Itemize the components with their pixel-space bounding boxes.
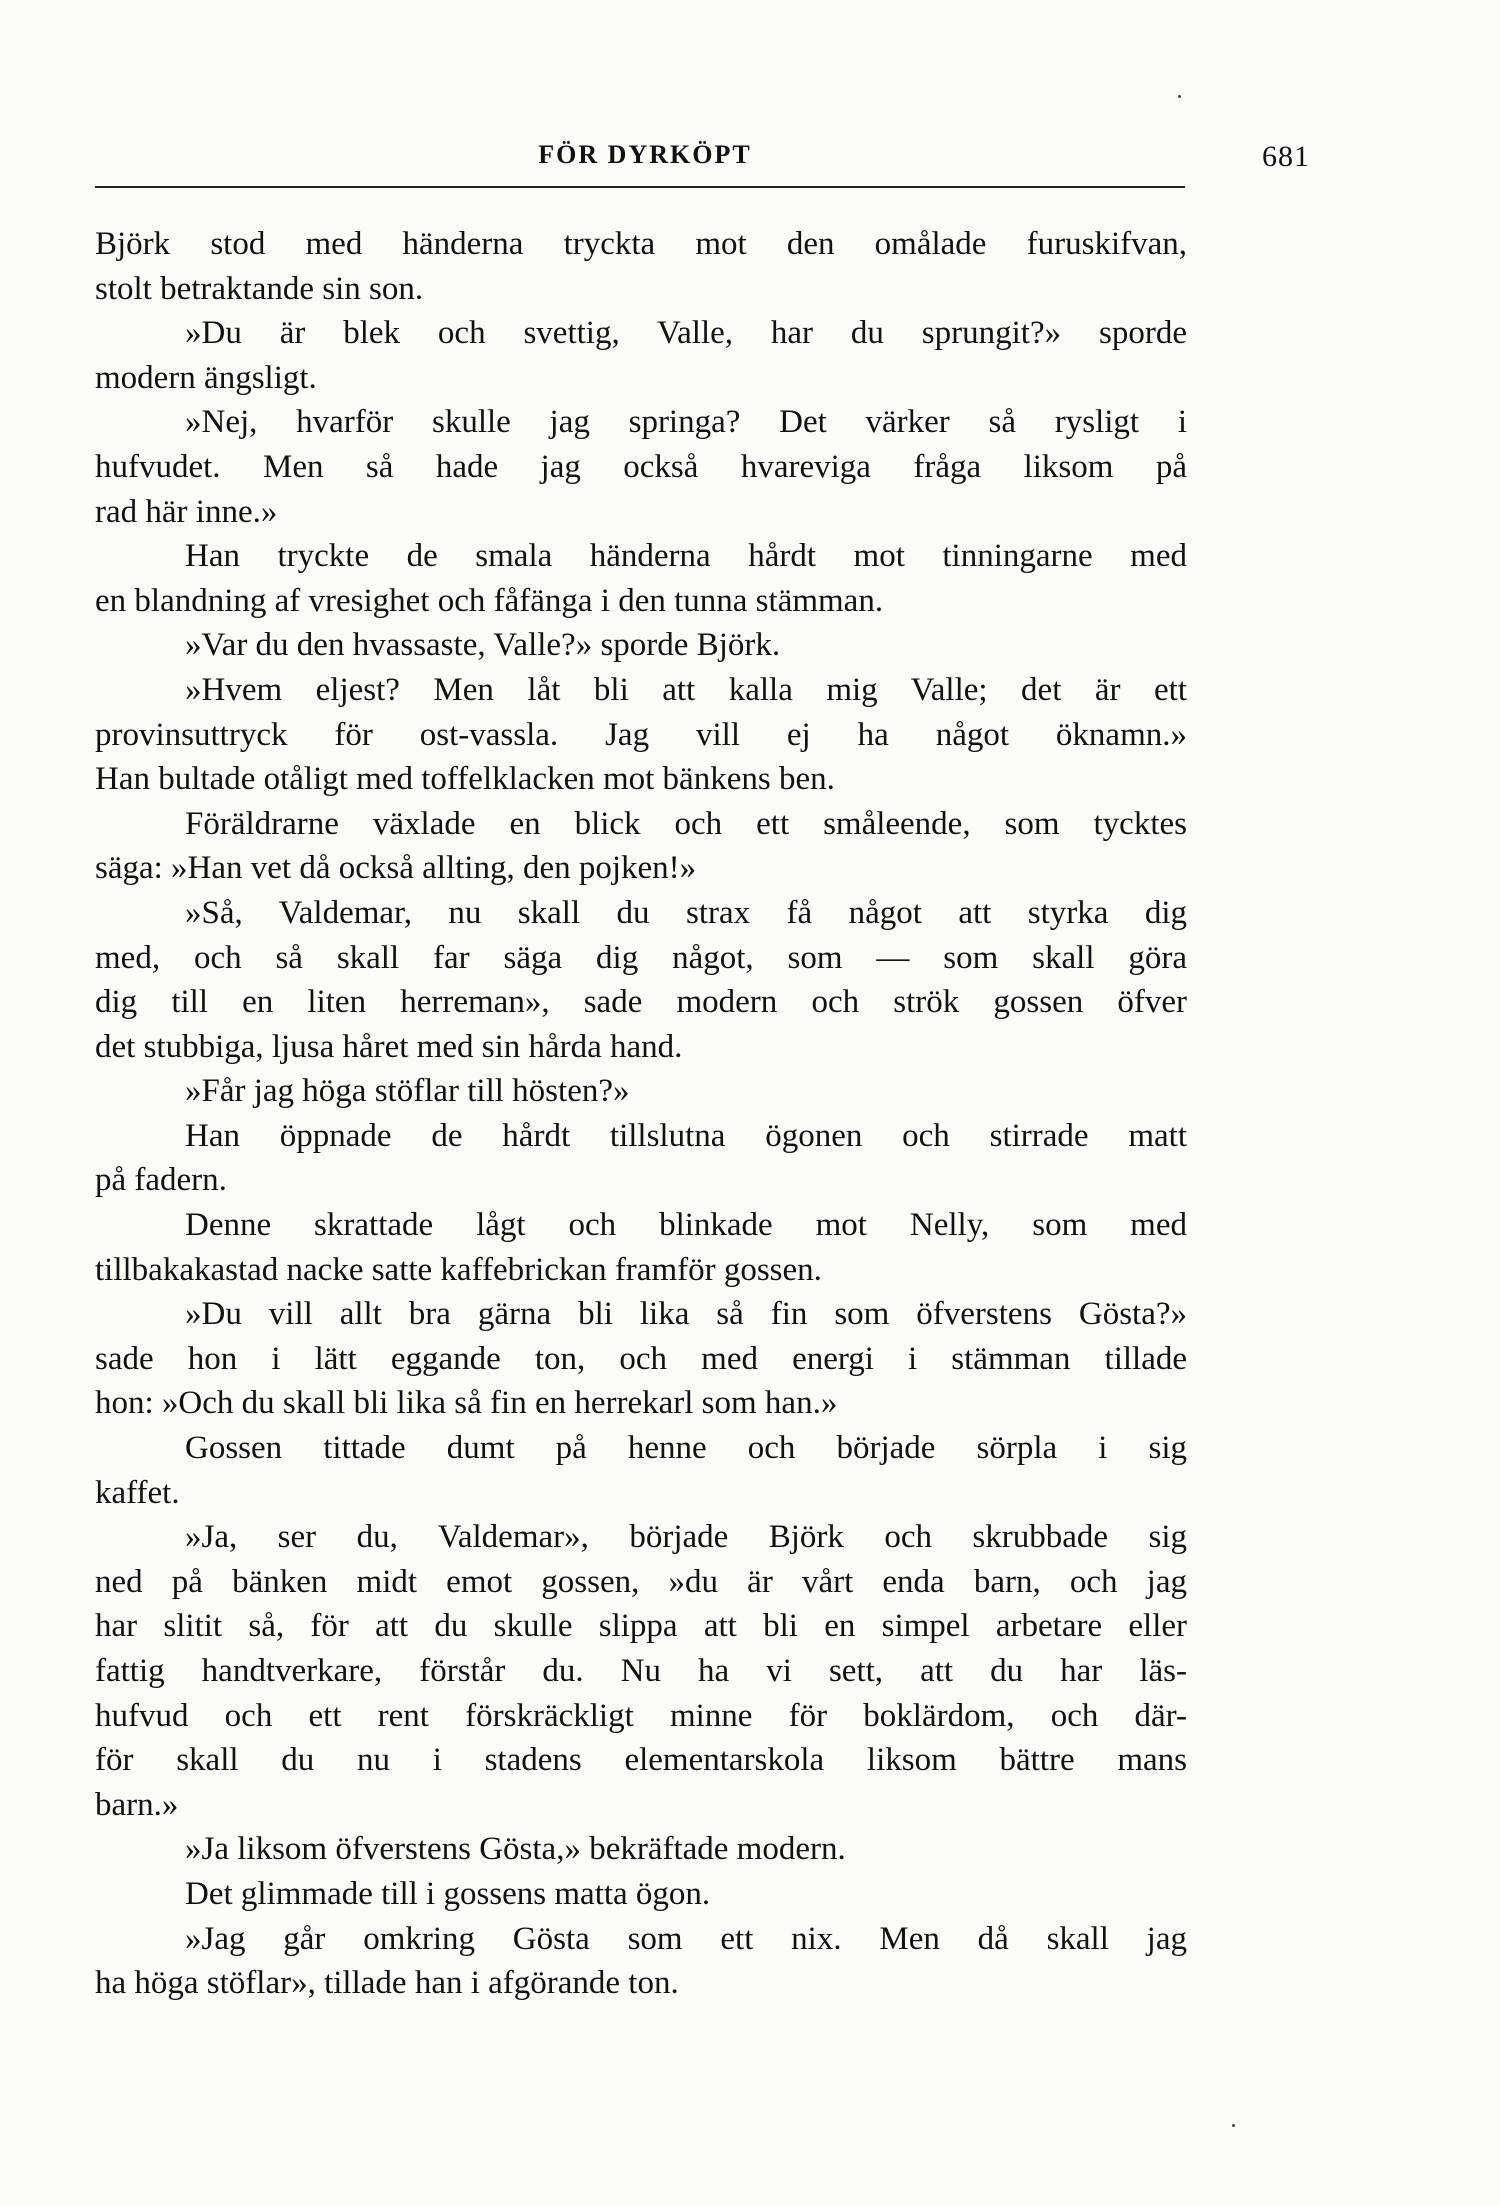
text-line: för skall du nu i stadens elementarskola liksom bättre mans — [95, 1742, 1187, 1779]
running-title: FÖR DYRKÖPT — [538, 140, 752, 169]
page-number: 681 — [1262, 140, 1310, 173]
text-line: en blandning af vresighet och fåfänga i den tunna stämman. — [95, 582, 884, 619]
text-line: dig till en liten herreman», sade modern och strök gossen öfver — [95, 984, 1187, 1021]
text-line: »Hvem eljest? Men låt bli att kalla mig Valle; det är ett — [185, 671, 1187, 708]
print-speck — [1232, 2124, 1235, 2127]
text-line: Björk stod med händerna tryckta mot den omålade furuskifvan, — [95, 226, 1187, 262]
text-line: Det glimmade till i gossens matta ögon. — [185, 1875, 711, 1912]
text-line: ha höga stöflar», tillade han i afgörande ton. — [95, 1965, 679, 2002]
text-line: modern ängsligt. — [95, 359, 317, 396]
body-text — [95, 222, 1187, 2006]
text-line: kaffet. — [95, 1474, 180, 1511]
text-line: stolt betraktande sin son. — [95, 270, 424, 307]
text-line: »Ja, ser du, Valdemar», började Björk och skrubbade sig — [185, 1519, 1187, 1556]
text-line: provinsuttryck för ost-vassla. Jag vill ej ha något öknamn.» — [95, 716, 1187, 753]
text-line: sade hon i lätt eggande ton, och med energi i stämman tillade — [95, 1340, 1187, 1377]
text-line: Föräldrarne växlade en blick och ett småleende, som tycktes — [185, 805, 1187, 842]
text-line: ned på bänken midt emot gossen, »du är vårt enda barn, och jag — [95, 1563, 1187, 1600]
text-line: hufvudet. Men så hade jag också hvareviga fråga liksom på — [95, 448, 1187, 485]
text-line: »Du vill allt bra gärna bli lika så fin som öfverstens Gösta?» — [185, 1296, 1187, 1333]
text-line: med, och så skall far säga dig något, som — som skall göra — [95, 939, 1187, 976]
text-line: Han tryckte de smala händerna hårdt mot tinningarne med — [185, 538, 1187, 575]
text-line: det stubbiga, ljusa håret med sin hårda hand. — [95, 1028, 683, 1065]
text-line: rad här inne.» — [95, 493, 278, 530]
text-line: »Var du den hvassaste, Valle?» sporde Björk. — [185, 627, 781, 664]
print-speck — [1178, 95, 1181, 98]
text-line: »Ja liksom öfverstens Gösta,» bekräftade modern. — [185, 1831, 846, 1868]
text-line: fattig handtverkare, förstår du. Nu ha vi sett, att du har läs- — [95, 1653, 1187, 1689]
text-line: barn.» — [95, 1786, 179, 1823]
header-rule — [95, 186, 1185, 188]
text-line: »Får jag höga stöflar till hösten?» — [185, 1073, 630, 1110]
text-line: Han bultade otåligt med toffelklacken mot bänkens ben. — [95, 761, 835, 798]
text-line: Han öppnade de hårdt tillslutna ögonen och stirrade matt — [185, 1117, 1187, 1154]
text-line: Denne skrattade lågt och blinkade mot Nelly, som med — [185, 1207, 1187, 1244]
text-line: »Du är blek och svettig, Valle, har du sprungit?» sporde — [185, 315, 1187, 352]
text-line: hon: »Och du skall bli lika så fin en herrekarl som han.» — [95, 1385, 838, 1422]
text-line: Gossen tittade dumt på henne och började sörpla i sig — [185, 1430, 1187, 1467]
text-line: »Jag går omkring Gösta som ett nix. Men då skall jag — [185, 1920, 1187, 1957]
text-line: säga: »Han vet då också allting, den pojken!» — [95, 850, 697, 887]
text-line: hufvud och ett rent förskräckligt minne för boklärdom, och där- — [95, 1697, 1187, 1734]
text-line: »Så, Valdemar, nu skall du strax få något att styrka dig — [185, 894, 1187, 931]
text-line: på fadern. — [95, 1162, 227, 1199]
running-header — [95, 140, 1310, 180]
text-line: »Nej, hvarför skulle jag springa? Det värker så rysligt i — [185, 404, 1187, 441]
text-line: har slitit så, för att du skulle slippa att bli en simpel arbetare eller — [95, 1608, 1187, 1645]
text-line: tillbakakastad nacke satte kaffebrickan framför gossen. — [95, 1251, 822, 1288]
